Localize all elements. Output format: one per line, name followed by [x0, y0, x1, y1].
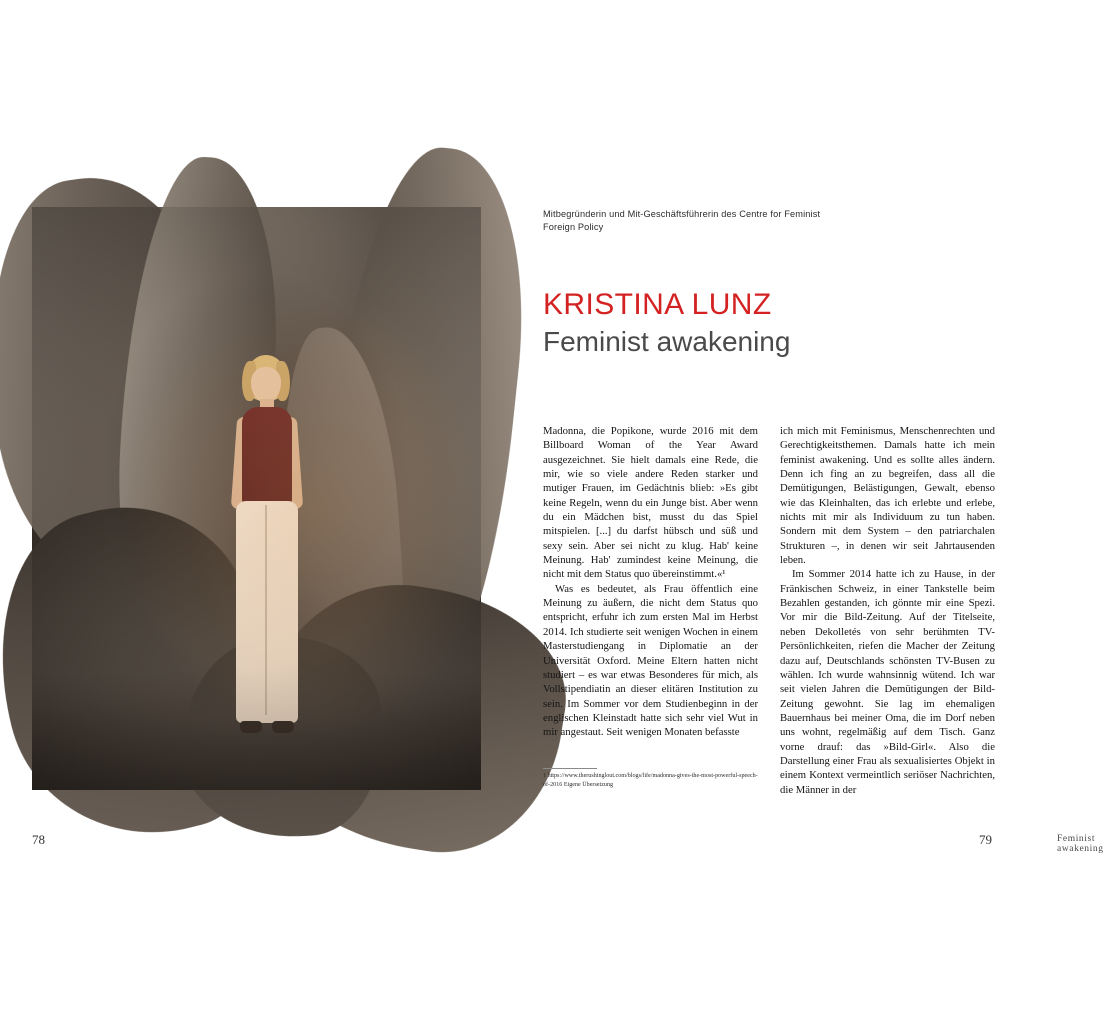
footnote	[543, 768, 758, 789]
article-body	[543, 424, 995, 797]
article-kicker: Mitbegründerin und Mit-Geschäftsführerin des Centre for Feminist Foreign Policy	[543, 209, 821, 232]
page-left	[0, 0, 512, 1024]
portrait-photo	[32, 207, 481, 790]
paragraph: Im Sommer 2014 hatte ich zu Hause, in der Fränkischen Schweiz, in einer Tankstelle beim Bezahlen gestanden, ich gönnte mir eine Spezi. Vor mir die Bild-Zeitung. Auf der Titelseite, neben Dekolletés von sehr berühmten TV-Persönlichkeiten, riefen die Macher der Zeitung dazu auf, Deutschlands schönsten TV-Busen zu wählen. Ich wurde wahnsinnig wütend. Ich war seit vielen Jahren die Demütigungen der Bild-Zeitung gewohnt. Sie lag im ehemaligen Bauernhaus bei meiner Oma, die im Dorf neben uns wohnt, regelmäßig auf dem Tisch. Ganz vorne drauf: das »Bild-Girl«. Also die Darstellung einer Frau als sexualisiertes Objekt in einem Kontext vermeintlich seriöser Nachrichten, die Männer in der	[780, 568, 995, 796]
article-subhead: Feminist awakening	[543, 326, 791, 357]
page-number-left: 78	[32, 832, 45, 847]
page-number-right: 79	[979, 832, 992, 847]
footnote-rule	[543, 768, 597, 769]
footnote-text: 1 https://www.therushinglout.com/blogs/life/madonna-gives-the-most-powerful-speech-of-2016 Eigene Übersetzung	[543, 773, 758, 788]
body-column-right	[780, 424, 995, 797]
paragraph: ich mich mit Feminismus, Menschenrechten und Gerechtigkeitsthemen. Damals hatte ich mein feminist awakening. Und es sollte alles ändern. Denn ich fing an zu begreifen, dass all die Demütigungen, Belästigungen, Gewalt, ebenso wie das Kleinhalten, das ich erlebte und erlebe, nichts mit mir als Individuum zu tun haben. Sondern mit dem System – den patriarchalen Strukturen –, in denen wir seit Jahrtausenden leben.	[780, 425, 995, 567]
body-column-left	[543, 424, 758, 797]
paragraph: Was es bedeutet, als Frau öffentlich eine Meinung zu äußern, die nicht dem Status quo entspricht, erfuhr ich zum ersten Mal im Herbst 2014. Ich studierte seit wenigen Wochen in einem Masterstudiengang in Diplomatie an der Universität Oxford. Meine Eltern hatten nicht studiert – es war etwas Besonderes für mich, als Vollstipendiatin an dieser elitären Institution zu sein. Im Sommer vor dem Studienbeginn in der englischen Kleinstadt hatte sich sehr viel Wut in mir angestaut. Seit wenigen Monaten befasste	[543, 582, 758, 739]
article-headline: KRISTINA LUNZ	[543, 288, 772, 321]
photo-vignette	[32, 207, 481, 790]
page-right	[512, 0, 1104, 1024]
paragraph: Madonna, die Popikone, wurde 2016 mit dem Billboard Woman of the Year Award ausgezeichnet. Sie hielt damals eine Rede, die mir, wie so viele andere Reden starker und mutiger Frauen, im Gedächtnis blieb: »Es gibt keine Regeln, wenn du ein Junge bist. Aber wenn du ein Mädchen bist, musst du das Spiel mitspielen. [...] du darfst hübsch und süß und sexy sein. Aber sei nicht zu klug. Hab' keine Meinung. Hab' zumindest keine Meinung, die nicht mit dem Status quo übereinstimmt.«¹	[543, 425, 758, 581]
running-head: Feminist awakening	[1057, 834, 1104, 854]
